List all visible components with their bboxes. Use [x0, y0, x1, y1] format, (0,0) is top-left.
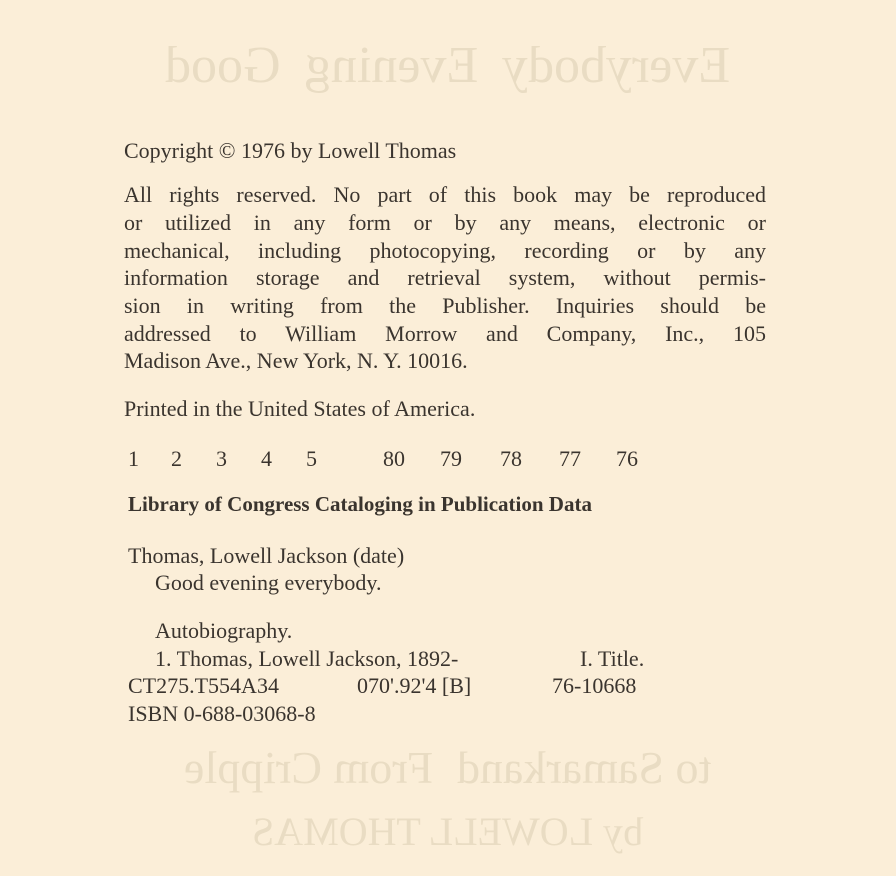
bleed-through-row — [0, 809, 896, 858]
cip-subject: Autobiography. — [155, 618, 293, 643]
printing-number: 3 — [216, 446, 227, 471]
bleed-through-line: Everybody — [502, 37, 731, 94]
bleed-through-line: by LOWELL THOMAS — [252, 809, 644, 854]
printing-number: 1 — [128, 446, 139, 471]
bleed-through-line: Good — [165, 37, 282, 94]
rights-line: sion in writing from the Publisher. Inquiries should be — [124, 295, 766, 318]
bleed-through-line: From Cripple — [184, 742, 434, 793]
rights-line: Madison Ave., New York, N. Y. 10016. — [124, 348, 468, 373]
cip-isbn: ISBN 0-688-03068-8 — [128, 701, 316, 726]
bleed-through-line: Evening — [305, 37, 479, 94]
bleed-through-line: to Samarkand — [457, 742, 712, 793]
rights-line: or utilized in any form or by any means, electronic or — [124, 212, 766, 235]
rights-line: All rights reserved. No part of this book may be reproduced — [124, 184, 766, 207]
cip-author: Thomas, Lowell Jackson (date) — [128, 543, 405, 568]
cip-tracing: 1. Thomas, Lowell Jackson, 1892- — [155, 646, 459, 671]
cip-lccn: 76-10668 — [552, 673, 637, 698]
bleed-through-row — [0, 742, 896, 797]
copyright-line: Copyright © 1976 by Lowell Thomas — [124, 138, 457, 163]
printing-number: 5 — [306, 446, 317, 471]
printing-number: 80 — [383, 446, 405, 471]
printing-number: 79 — [440, 446, 462, 471]
cip-heading: Library of Congress Cataloging in Publication Data — [128, 492, 592, 516]
cip-call-number: CT275.T554A34 — [128, 673, 279, 698]
rights-line: information storage and retrieval system, without permis- — [124, 267, 766, 290]
printing-number: 77 — [559, 446, 581, 471]
printing-number: 76 — [616, 446, 638, 471]
printed-in-line: Printed in the United States of America. — [124, 396, 476, 421]
printing-number: 2 — [171, 446, 182, 471]
rights-line: mechanical, including photocopying, recording or by any — [124, 240, 766, 263]
cip-tracing-title: I. Title. — [580, 646, 645, 671]
cip-dewey: 070'.92'4 [B] — [357, 673, 472, 698]
cip-title: Good evening everybody. — [155, 570, 382, 595]
bleed-through-row — [0, 37, 896, 100]
printing-number: 78 — [500, 446, 522, 471]
printing-number: 4 — [261, 446, 272, 471]
rights-line: addressed to William Morrow and Company, Inc., 105 — [124, 323, 766, 346]
